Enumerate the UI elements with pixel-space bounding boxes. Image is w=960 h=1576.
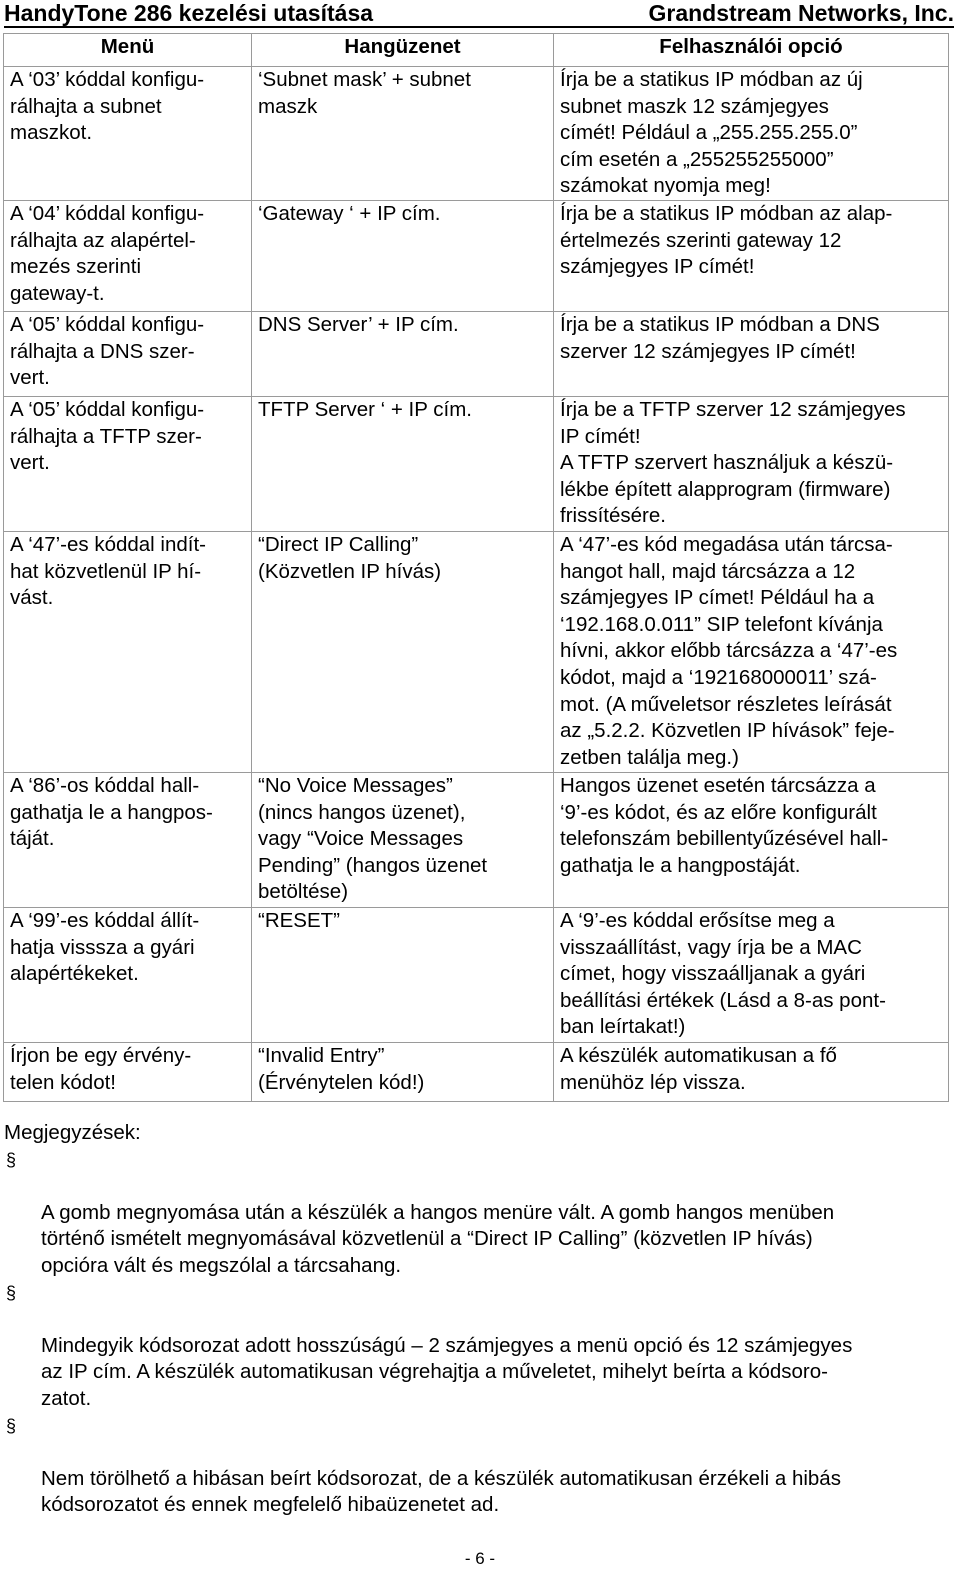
column-header-voice-message: Hangüzenet <box>252 34 554 67</box>
page-header <box>4 0 954 28</box>
user-option-cell: A ‘47’-es kód megadása után tárcsa- hangot hall, majd tárcsázza a 12 számjegyes IP címet! Például ha a ‘192.168.0.011” SIP telefont kívánja hívni, akkor előbb tárcsázza a ‘47’-es kódot, majd a ‘192168000011’ szá- mot. (A műveletsor részletes leírását az „5.2.2. Közvetlen IP hívások” feje- zetben találja meg.) <box>554 531 949 772</box>
voice-menu-table <box>3 33 949 1102</box>
voice-message-cell: TFTP Server ‘ + IP cím. <box>252 396 554 531</box>
column-header-user-option: Felhasználói opció <box>554 34 949 67</box>
voice-message-cell: “RESET” <box>252 907 554 1042</box>
table-row <box>4 396 949 531</box>
notes-title: Megjegyzések: <box>4 1121 141 1144</box>
company-name: Grandstream Networks, Inc. <box>648 0 954 26</box>
menu-cell: A ‘86’-os kóddal hall- gathatja le a hangpos- táját. <box>4 772 252 907</box>
note-bullet-icon: § <box>6 1149 17 1170</box>
voice-message-cell: ‘Subnet mask’ + subnet maszk <box>252 67 554 201</box>
page-number: - 6 - <box>464 1549 496 1568</box>
user-option-cell: Hangos üzenet esetén tárcsázza a ‘9’-es kódot, és az előre konfigurált telefonszám bebillentyűzésével hall- gathatja le a hangpostáját. <box>554 772 949 907</box>
voice-message-cell: “No Voice Messages” (nincs hangos üzenet), vagy “Voice Messages Pending” (hangos üzenet betöltése) <box>252 772 554 907</box>
menu-cell: A ‘47’-es kóddal indít- hat közvetlenül IP hí- vást. <box>4 531 252 772</box>
menu-cell: Írjon be egy érvény- telen kódot! <box>4 1042 252 1101</box>
table-row <box>4 1042 949 1101</box>
table-row <box>4 67 949 201</box>
voice-message-cell: DNS Server’ + IP cím. <box>252 311 554 396</box>
voice-message-cell: “Invalid Entry” (Érvénytelen kód!) <box>252 1042 554 1101</box>
note-item <box>4 1413 954 1519</box>
notes-section <box>4 1120 954 1519</box>
note-bullet-icon: § <box>6 1282 17 1303</box>
user-option-cell: Írja be a TFTP szerver 12 számjegyes IP címét! A TFTP szervert használjuk a készü- lékbe épített alapprogram (firmware) frissítésére. <box>554 396 949 531</box>
table-header-row <box>4 34 949 67</box>
user-option-cell: Írja be a statikus IP módban a DNS szerver 12 számjegyes IP címét! <box>554 311 949 396</box>
note-text: Mindegyik kódsorozat adott hosszúságú – 2 számjegyes a menü opció és 12 számjegyes az IP cím. A készülék automatikusan végrehajtja a műveletet, mihelyt beírta a kódsoro- zatot. <box>41 1333 853 1410</box>
user-option-cell: Írja be a statikus IP módban az új subnet maszk 12 számjegyes címét! Például a „255.255.255.0” cím esetén a „255255255000” számokat nyomja meg! <box>554 67 949 201</box>
table-row <box>4 200 949 311</box>
menu-cell: A ‘04’ kóddal konfigu- rálhajta az alapértel- mezés szerinti gateway-t. <box>4 200 252 311</box>
voice-message-cell: “Direct IP Calling” (Közvetlen IP hívás) <box>252 531 554 772</box>
user-option-cell: A készülék automatikusan a fő menühöz lép vissza. <box>554 1042 949 1101</box>
table-row <box>4 907 949 1042</box>
menu-cell: A ‘05’ kóddal konfigu- rálhajta a DNS szer- vert. <box>4 311 252 396</box>
note-text: Nem törölhető a hibásan beírt kódsorozat, de a készülék automatikusan érzékeli a hibás kódsorozatot és ennek megfelelő hibaüzenetet ad. <box>41 1466 841 1517</box>
document-title: HandyTone 286 kezelési utasítása <box>4 0 374 26</box>
menu-cell: A ‘99’-es kóddal állít- hatja visssza a gyári alapértékeket. <box>4 907 252 1042</box>
table-row <box>4 531 949 772</box>
note-text: A gomb megnyomása után a készülék a hangos menüre vált. A gomb hangos menüben történő ismételt megnyomásával közvetlenül a “Direct IP Calling” (közvetlen IP hívás) opcióra vált és megszólal a tárcsahang. <box>41 1200 835 1277</box>
menu-cell: A ‘03’ kóddal konfigu- rálhajta a subnet maszkot. <box>4 67 252 201</box>
voice-message-cell: ‘Gateway ‘ + IP cím. <box>252 200 554 311</box>
column-header-menu: Menü <box>4 34 252 67</box>
menu-cell: A ‘05’ kóddal konfigu- rálhajta a TFTP szer- vert. <box>4 396 252 531</box>
note-item <box>4 1280 954 1413</box>
user-option-cell: Írja be a statikus IP módban az alap- értelmezés szerinti gateway 12 számjegyes IP címét! <box>554 200 949 311</box>
table-row <box>4 772 949 907</box>
table-row <box>4 311 949 396</box>
note-item <box>4 1147 954 1280</box>
user-option-cell: A ‘9’-es kóddal erősítse meg a visszaállítást, vagy írja be a MAC címet, hogy visszaálljanak a gyári beállítási értékek (Lásd a 8-as pont- ban leírtakat!) <box>554 907 949 1042</box>
note-bullet-icon: § <box>6 1415 17 1436</box>
